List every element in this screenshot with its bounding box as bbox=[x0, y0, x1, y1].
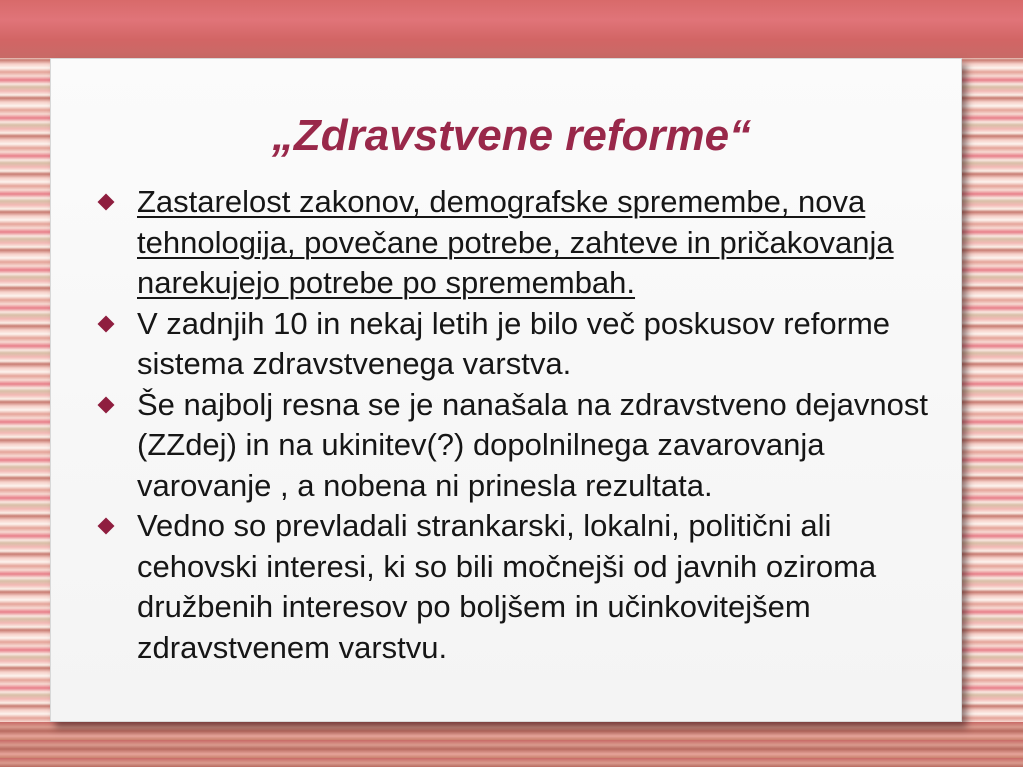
bullet-text: V zadnjih 10 in nekaj letih je bilo več poskusov reforme sistema zdravstvenega varstva. bbox=[137, 305, 891, 381]
bullet-item bbox=[96, 385, 946, 507]
bullet-text: Zastarelost zakonov, demografske spremembe, nova tehnologija, povečane potrebe, zahteve in pričakovanja narekujejo potrebe po spremembah. bbox=[137, 184, 894, 300]
bottom-decorative-band bbox=[0, 722, 1023, 767]
top-decorative-band bbox=[0, 0, 1023, 58]
bullet-text: Še najbolj resna se je nanašala na zdravstveno dejavnost (ZZdej) in na ukinitev(?) dopolnilnega zavarovanja varovanje , a nobena ni prinesla rezultata. bbox=[137, 386, 929, 503]
diamond-bullet-icon bbox=[98, 518, 115, 535]
bullet-item bbox=[96, 182, 946, 304]
diamond-bullet-icon bbox=[98, 194, 115, 211]
bullet-text: Vedno so prevladali strankarski, lokalni, politični ali cehovski interesi, ki so bili močnejši od javnih oziroma družbenih interesov po boljšem in učinkovitejšem zdravstvenem varstvu. bbox=[137, 508, 877, 665]
diamond-bullet-icon bbox=[98, 315, 115, 332]
bullet-item bbox=[96, 304, 946, 385]
bullet-list bbox=[96, 182, 946, 668]
diamond-bullet-icon bbox=[98, 396, 115, 413]
slide-title: „Zdravstvene reforme“ bbox=[271, 111, 752, 160]
bullet-item bbox=[96, 506, 946, 668]
